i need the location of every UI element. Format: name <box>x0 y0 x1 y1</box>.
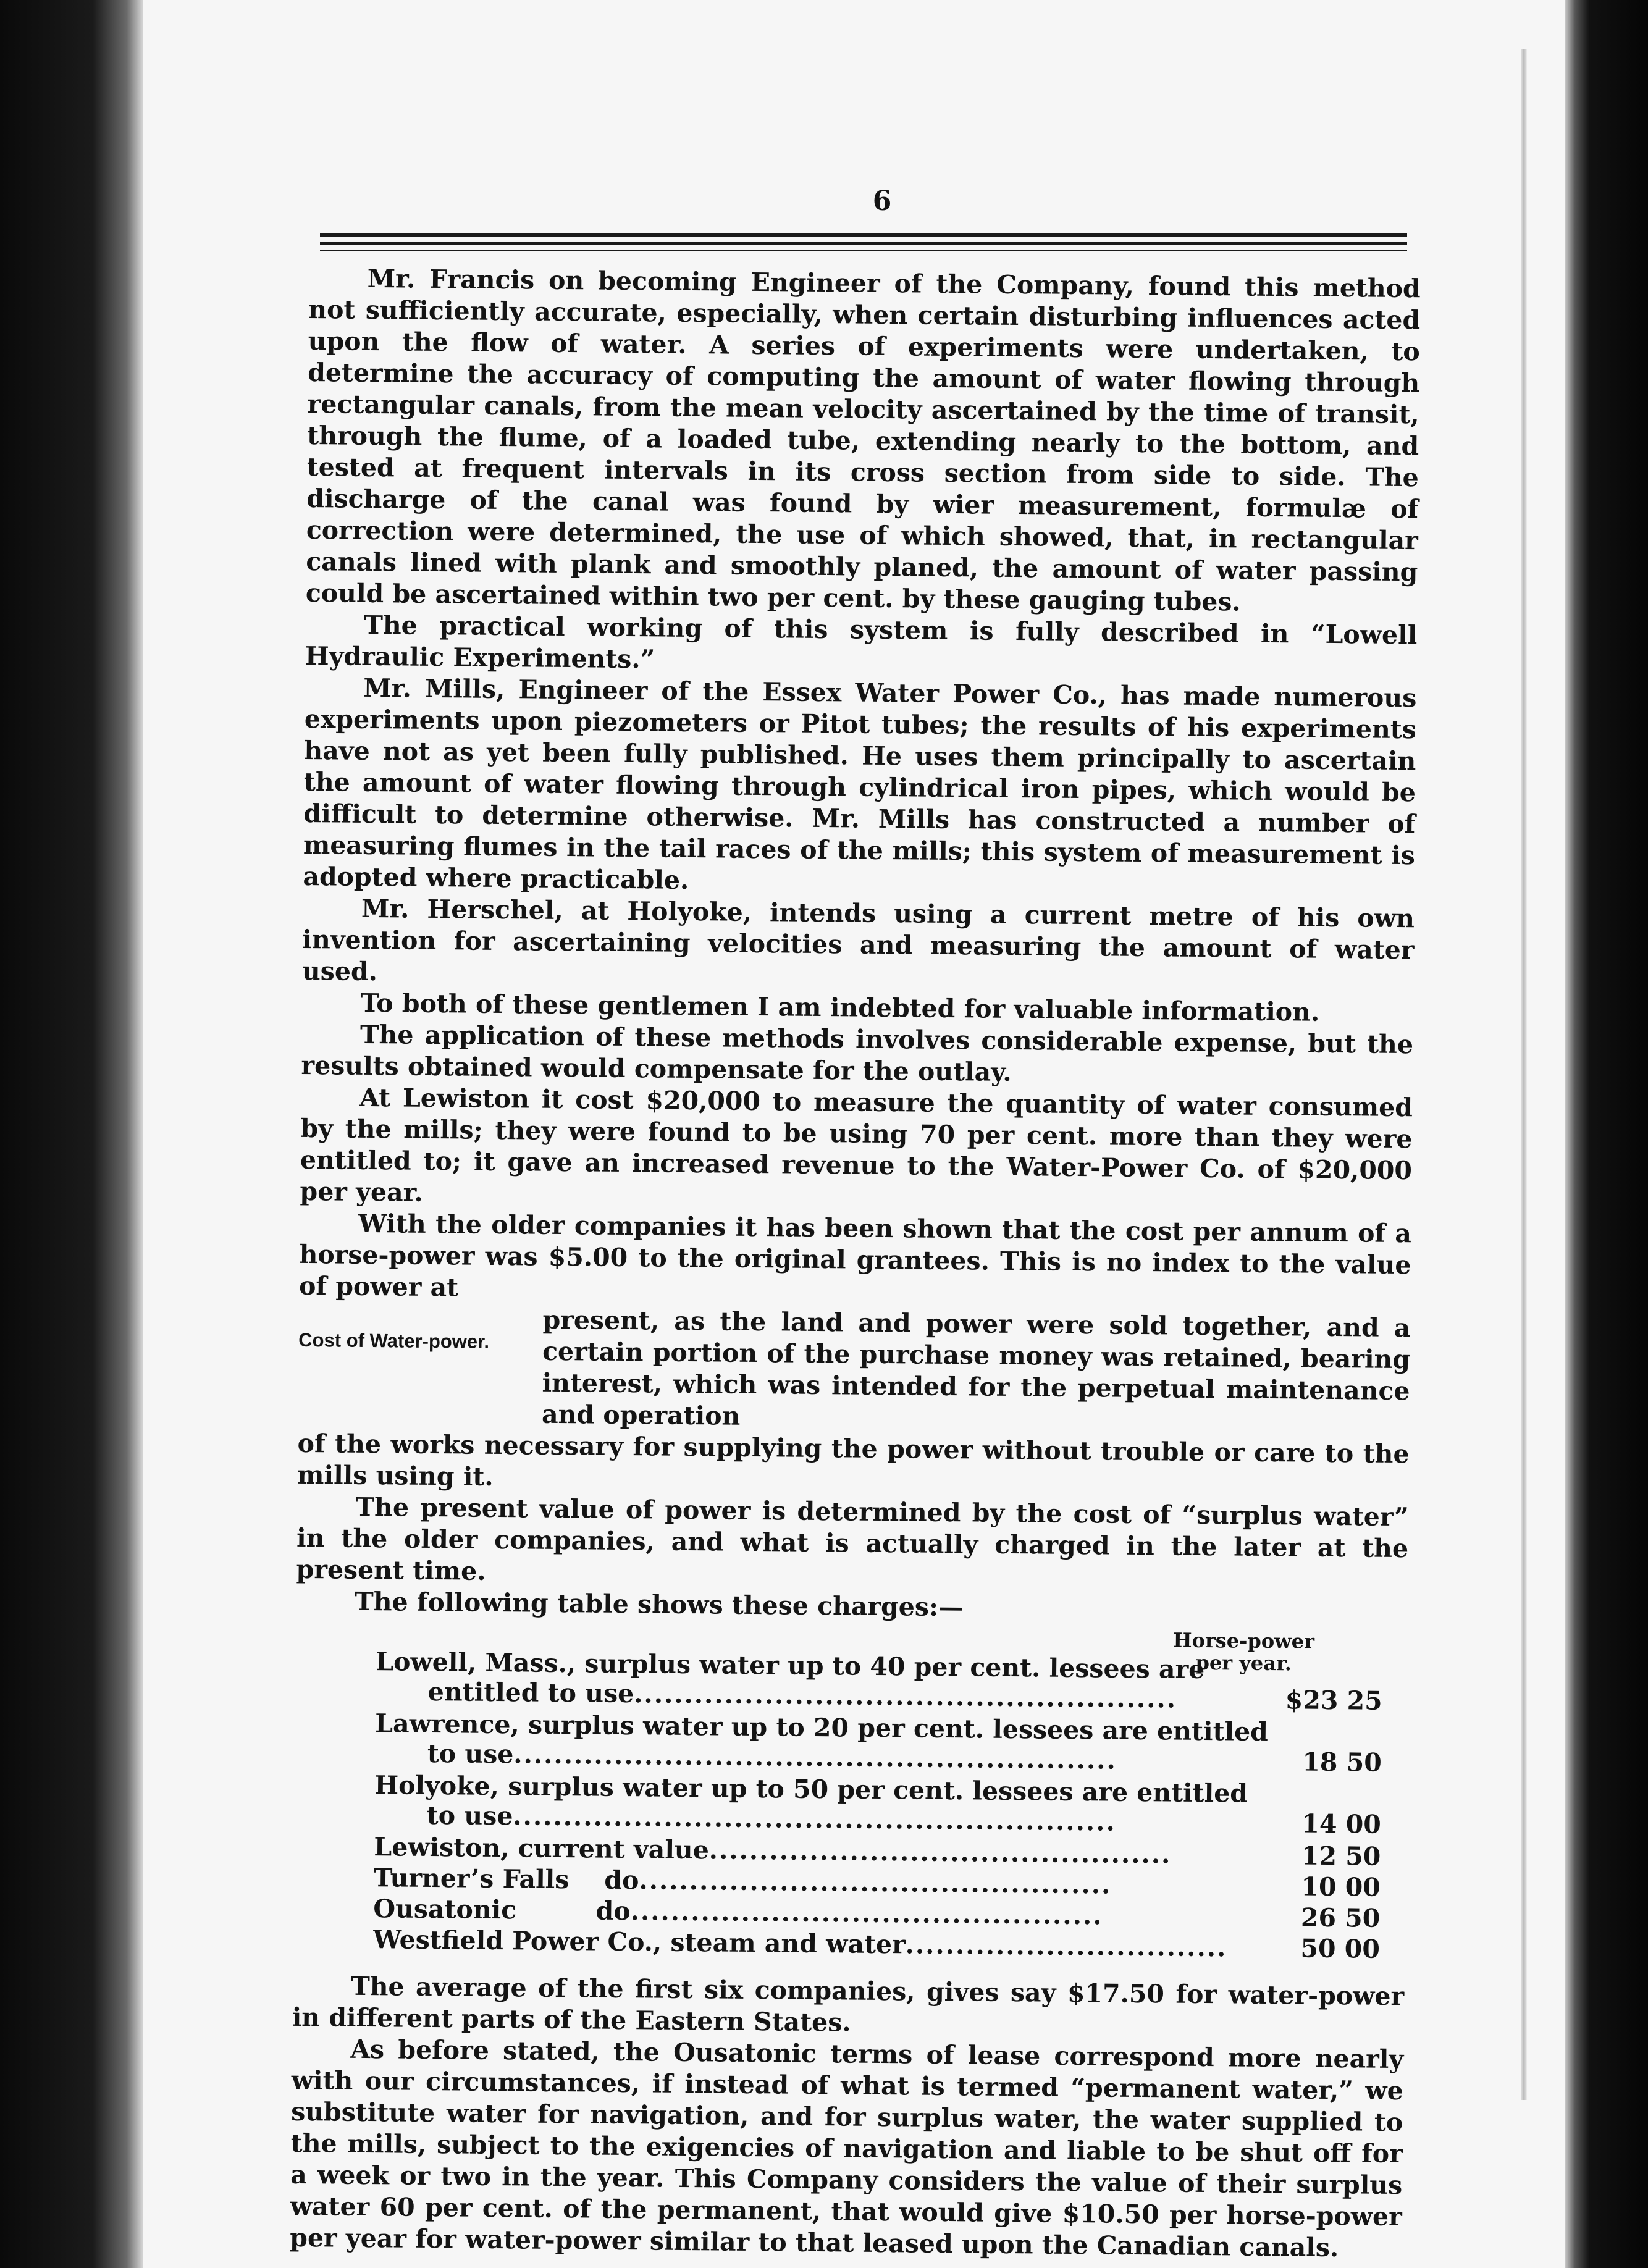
table-row: to use............................................................ 18 50 <box>375 1737 1382 1779</box>
paragraph-practical: The practical working of this system is fully described in “Lowell Hydraulic Experiments.” <box>305 610 1418 674</box>
paragraph-older-intro: With the older companies it has been shown that the cost per annum of a horse-power was $5.00 to the original grantees. This is no index to the value of power at <box>298 1208 1412 1303</box>
row-label: Westfield Power Co., steam and water <box>372 1925 906 1960</box>
charges-table <box>293 1621 1408 1977</box>
row-label: Holyoke, surplus water up to 50 per cent. lessees are entitled <box>374 1770 1248 1808</box>
row-value: 14 00 <box>1301 1808 1382 1839</box>
scan-border-left <box>0 0 143 2268</box>
row-label: Lowell, Mass., surplus water up to 40 per cent. lessees are <box>376 1647 1205 1685</box>
page-number: 6 <box>872 185 892 217</box>
paragraph-before-stated: As before stated, the Ousatonic terms of lease correspond more nearly with our circumstances, if instead of what is termed “permanent water,” we substitute water for navigation, and for surplus water, the water supplied to the mills, subject to the exigencies of navigation and liable to be shut off for a week or two in the year. This Company considers the value of their surplus water 60 per cent. of the permanent, that would give $10.50 per horse-power per year for water-power similar to that leased upon the Canadian canals. <box>290 2034 1404 2263</box>
table-row: Turner’s Falls do............................................... 10 00 <box>373 1863 1381 1902</box>
table-row: entitled to use...................................................... $23 25 <box>376 1676 1382 1717</box>
row-label: Lewiston, current value <box>374 1832 710 1865</box>
row-value: 10 00 <box>1301 1871 1381 1902</box>
table-row: Lewiston, current value.............................................. 12 50 <box>374 1832 1381 1871</box>
row-value: 18 50 <box>1302 1747 1382 1778</box>
table-row: Westfield Power Co., steam and water................................ 50 00 <box>372 1925 1381 1964</box>
side-note-block <box>298 1302 1411 1438</box>
paragraph-herschel: Mr. Herschel, at Holyoke, intends using a current metre of his own invention for ascertaining velocities and measuring the amount of water used. <box>301 893 1415 987</box>
row-label: Turner’s Falls do <box>373 1863 639 1896</box>
header-rule <box>320 250 1407 251</box>
paragraph-older-end: of the works necessary for supplying the power without trouble or care to the mills using it. <box>296 1428 1410 1492</box>
row-value: 26 50 <box>1300 1902 1381 1933</box>
header-rule <box>320 242 1407 245</box>
paragraph-present: The present value of power is determined by the cost of “surplus water” in the older companies, and what is actually charged in the later at the present time. <box>296 1492 1409 1586</box>
table-row: Ousatonic do............................................... 26 50 <box>373 1894 1381 1933</box>
table-row: to use............................................................ 14 00 <box>374 1799 1381 1841</box>
row-label-continued: entitled to use <box>427 1676 634 1709</box>
paragraph-following: The following table shows these charges:— <box>354 1586 964 1623</box>
paragraph-older-side: present, as the land and power were sold together, and a certain portion of the purchase money was retained, bearing interest, which was intended for the perpetual maintenance and operation <box>541 1304 1411 1431</box>
margin-note: Cost of Water-power. <box>298 1329 490 1353</box>
row-label-continued: to use <box>426 1800 513 1831</box>
row-label: Lawrence, surplus water up to 20 per cent. lessees are entitled <box>375 1708 1269 1747</box>
row-label: Ousatonic do <box>373 1894 631 1926</box>
paragraph-application: The application of these methods involves considerable expense, but the results obtained would compensate for the outlay. <box>301 1019 1414 1087</box>
row-value: 50 00 <box>1300 1933 1381 1964</box>
body-text <box>290 262 1421 2264</box>
paragraph-indebted: To both of these gentlemen I am indebted for valuable information. <box>360 988 1320 1027</box>
row-value: $23 25 <box>1285 1685 1382 1716</box>
paragraph-mills: Mr. Mills, Engineer of the Essex Water Power Co., has made numerous experiments upon piezometers or Pitot tubes; the results of his experiments have not as yet been fully published. He uses them principally to ascertain the amount of water flowing through cylindrical iron pipes, which would be difficult to determine otherwise. Mr. Mills has constructed a number of measuring flumes in the tail races of the mills; this system of measurement is adopted where practicable. <box>303 673 1417 895</box>
scan-border-right <box>1565 0 1648 2268</box>
header-rule <box>320 233 1407 237</box>
column-header: Horse-power per year. <box>1173 1628 1315 1676</box>
page-fold-shadow <box>1521 49 1527 2100</box>
paragraph-average: The average of the first six companies, gives say $17.50 for water-power in different parts of the Eastern States. <box>292 1971 1405 2038</box>
row-value: 12 50 <box>1301 1841 1381 1871</box>
paragraph-francis: Mr. Francis on becoming Engineer of the Company, found this method not sufficiently accurate, especially, when certain disturbing influences acted upon the flow of water. A series of experiments were undertaken, to determine the accuracy of computing the amount of water flowing through rectangular canals, from the mean velocity ascertained by the time of transit, through the flume, of a loaded tube, extending nearly to the bottom, and tested at frequent intervals in its cross section from side to side. The discharge of the canal was found by wier measurement, formulæ of correction were determined, the use of which showed, that, in rectangular canals lined with plank and smoothly planed, the amount of water passing could be ascertained within two per cent. by these gauging tubes. <box>305 263 1421 617</box>
paragraph-lewiston: At Lewiston it cost $20,000 to measure the quantity of water consumed by the mills; they were found to be using 70 per cent. more than they were entitled to; it gave an increased revenue to the Water-Power Co. of $20,000 per year. <box>300 1082 1413 1208</box>
row-label-continued: to use <box>427 1738 514 1770</box>
